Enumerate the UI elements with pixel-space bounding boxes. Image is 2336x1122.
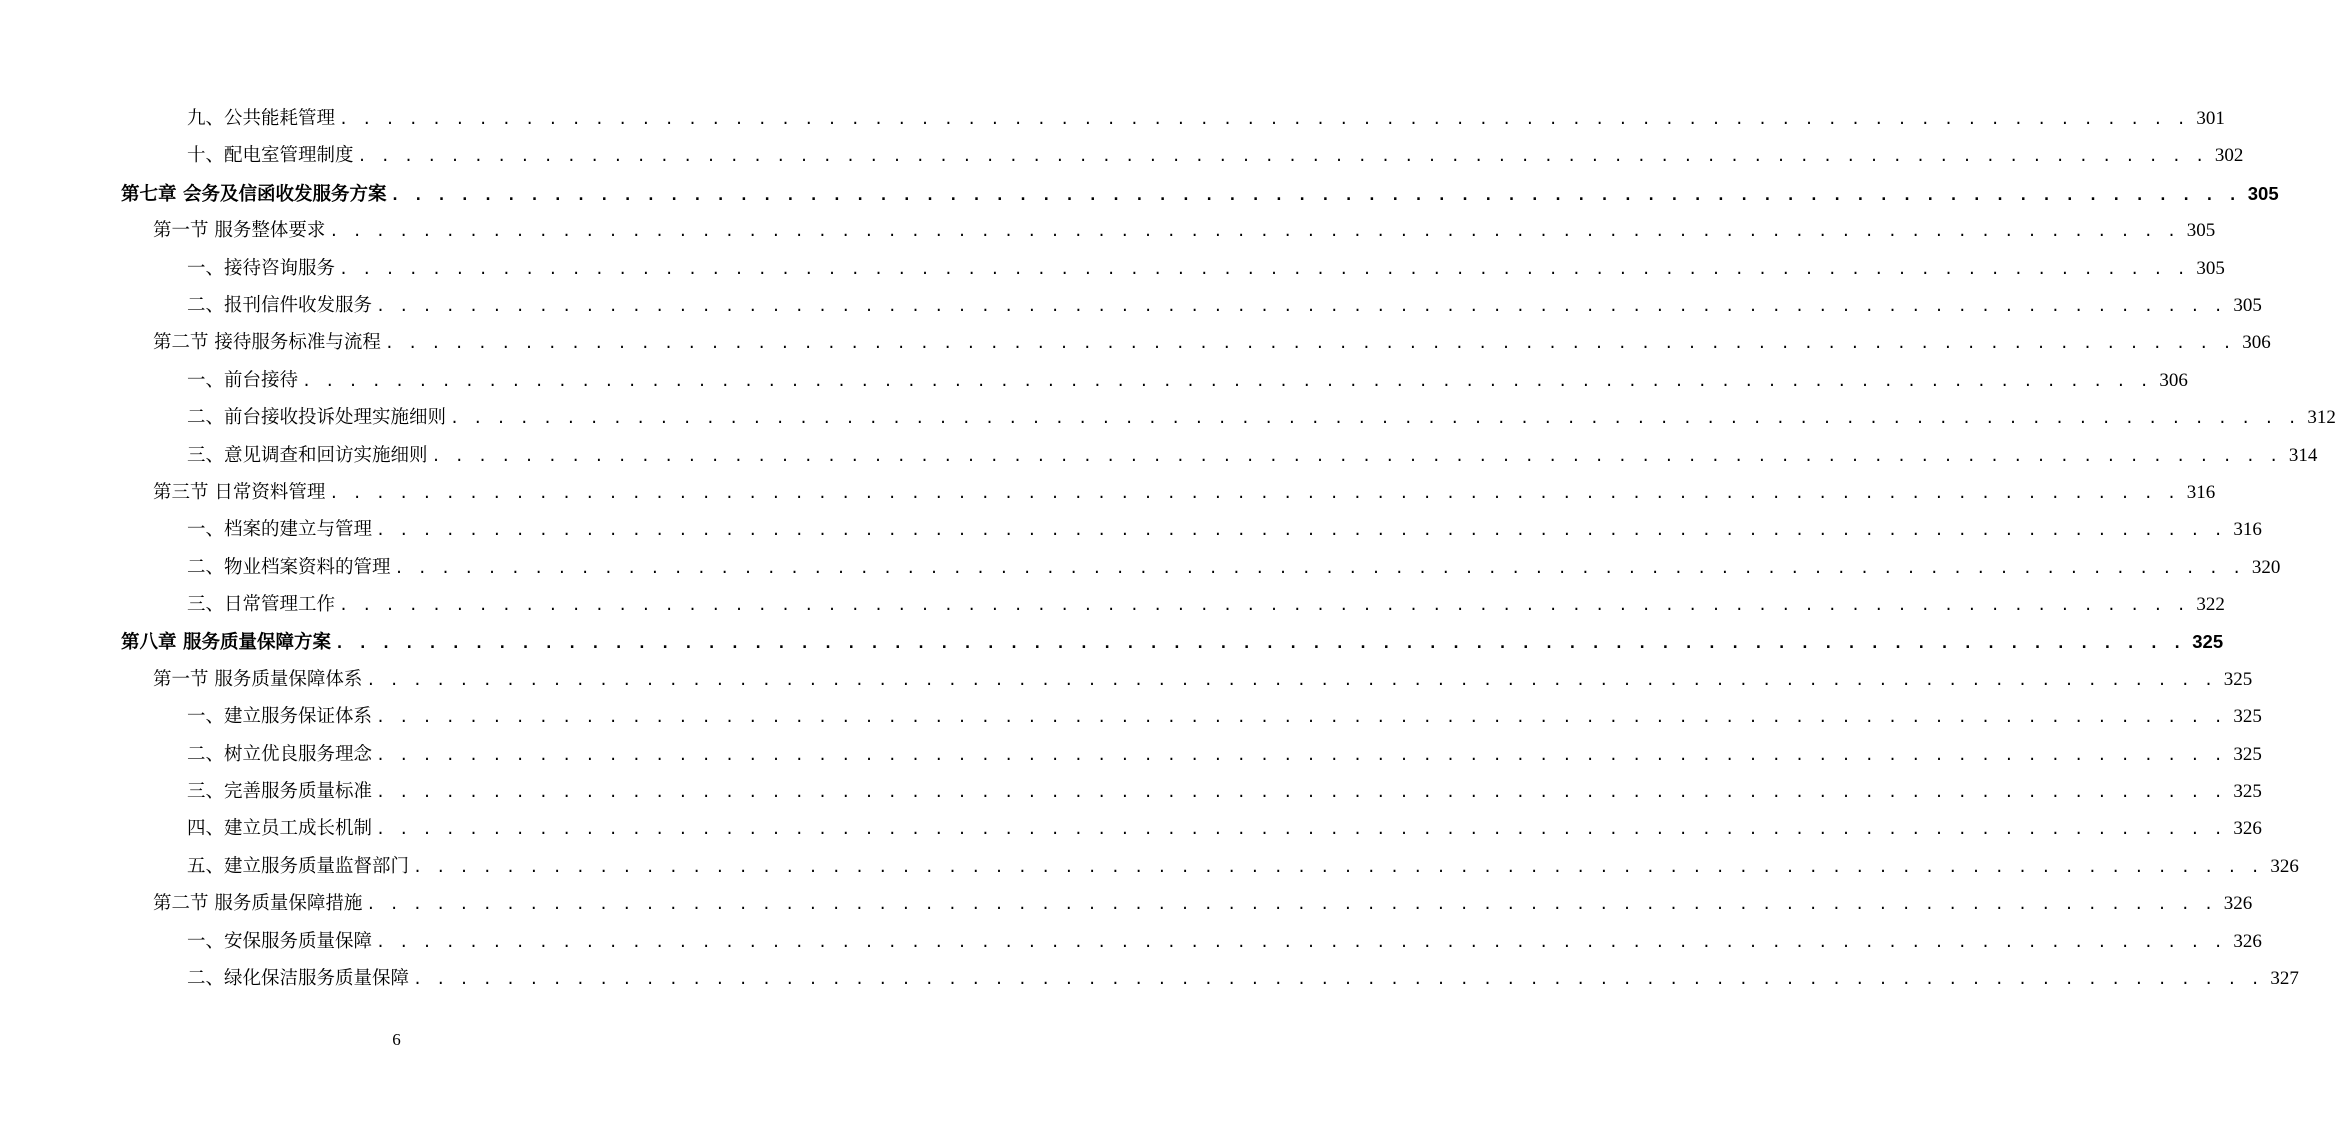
toc-entry-title: 二、报刊信件收发服务 xyxy=(187,294,373,316)
toc-entry-item xyxy=(0,810,2262,847)
toc-entry-section xyxy=(0,661,2253,698)
toc-entry-page: 312 xyxy=(2307,407,2336,429)
toc-dot-leader: . . . . . . . . . . . . . . . . . . . . . . . . . . . . . . . . . . . . . . . . . . . . . . . . . . . . . . . . . . . . . . . . . . . . . . . . . . . . . . . . xyxy=(339,596,2189,615)
toc-entry-line xyxy=(121,175,2279,214)
toc-entry-title: 第八章 服务质量保障方案 xyxy=(121,632,331,654)
toc-entry-page: 314 xyxy=(2288,444,2318,466)
toc-entry-section xyxy=(0,212,2216,249)
toc-entry-line xyxy=(121,623,2224,662)
toc-dot-leader: . . . . . . . . . . . . . . . . . . . . . . . . . . . . . . . . . . . . . . . . . . . . . . . . . . . . . . . . . . . . . . . . . . . . . . . . . . . . . . . . xyxy=(394,558,2244,577)
toc-entry-title: 五、建立服务质量监督部门 xyxy=(187,855,410,877)
toc-dot-leader: . . . . . . . . . . . . . . . . . . . . . . . . . . . . . . . . . . . . . . . . . . . . . . . . . . . . . . . . . . . . . . . . . . . . . . . . . . . . . . . . xyxy=(339,259,2189,278)
toc-dot-leader: . . . . . . . . . . . . . . . . . . . . . . . . . . . . . . . . . . . . . . . . . . . . . . . . . . . . . . . . . . . . . . . . . . . . . . . . . . . . . . . . xyxy=(376,820,2226,839)
toc-entry-item xyxy=(0,137,2244,174)
toc-entry-page: 322 xyxy=(2196,594,2225,616)
toc-entry-line xyxy=(187,698,2262,736)
toc-entry-title: 第二节 接待服务标准与流程 xyxy=(153,332,381,354)
toc-dot-leader: . . . . . . . . . . . . . . . . . . . . . . . . . . . . . . . . . . . . . . . . . . . . . . . . . . . . . . . . . . . . . . . . . . . . . . . . . . . . . . . . xyxy=(384,334,2235,353)
toc-dot-leader: . . . . . . . . . . . . . . . . . . . . . . . . . . . . . . . . . . . . . . . . . . . . . . . . . . . . . . . . . . . . . . . . . . . . . . . . . . . . . . . . xyxy=(390,185,2240,204)
toc-dot-leader: . . . . . . . . . . . . . . . . . . . . . . . . . . . . . . . . . . . . . . . . . . . . . . . . . . . . . . . . . . . . . . . . . . . . . . . . . . . . . . . . xyxy=(450,409,2300,428)
toc-entry-item xyxy=(0,549,2281,586)
toc-entry-item xyxy=(0,362,2188,399)
toc-entry-page: 325 xyxy=(2233,781,2262,803)
toc-entry-item xyxy=(0,698,2262,735)
toc-entry-title: 第三节 日常资料管理 xyxy=(153,481,326,503)
toc-dot-leader: . . . . . . . . . . . . . . . . . . . . . . . . . . . . . . . . . . . . . . . . . . . . . . . . . . . . . . . . . . . . . . . . . . . . . . . . . . . . . . . . xyxy=(376,932,2226,951)
toc-entry-item xyxy=(0,250,2225,287)
toc-entry-line xyxy=(187,586,2225,624)
toc-entry-title: 一、安保服务质量保障 xyxy=(187,930,373,952)
toc-entry-item xyxy=(0,848,2299,885)
toc-entry-item xyxy=(0,960,2299,997)
toc-dot-leader: . . . . . . . . . . . . . . . . . . . . . . . . . . . . . . . . . . . . . . . . . . . . . . . . . . . . . . . . . . . . . . . . . . . . . . . . . . . . . . . . xyxy=(431,446,2281,465)
toc-entry-line xyxy=(187,810,2262,848)
toc-entry-item xyxy=(0,100,2225,137)
toc-entry-title: 三、完善服务质量标准 xyxy=(187,781,373,803)
toc-entry-item xyxy=(0,399,2336,436)
toc-entry-page: 305 xyxy=(2186,220,2216,242)
toc-entry-item xyxy=(0,923,2262,960)
page-number: 6 xyxy=(392,1030,401,1049)
toc-dot-leader: . . . . . . . . . . . . . . . . . . . . . . . . . . . . . . . . . . . . . . . . . . . . . . . . . . . . . . . . . . . . . . . . . . . . . . . . . . . . . . . . xyxy=(376,521,2226,540)
toc-entry-title: 三、日常管理工作 xyxy=(187,594,336,616)
toc-entry-title: 二、绿化保洁服务质量保障 xyxy=(187,967,410,989)
toc-entry-page: 306 xyxy=(2159,369,2188,391)
toc-entry-title: 三、意见调查和回访实施细则 xyxy=(187,444,428,466)
toc-entry-line xyxy=(187,287,2262,325)
toc-entry-item xyxy=(0,287,2262,324)
toc-entry-line xyxy=(153,474,2216,512)
toc-entry-page: 306 xyxy=(2242,332,2271,354)
toc-entry-line xyxy=(187,923,2262,961)
toc-entry-line xyxy=(187,250,2225,288)
toc-entry-title: 二、前台接收投诉处理实施细则 xyxy=(187,407,447,429)
toc-entry-page: 325 xyxy=(2192,631,2224,653)
toc-entry-title: 四、建立员工成长机制 xyxy=(187,818,373,840)
toc-entry-title: 第二节 服务质量保障措施 xyxy=(153,893,363,915)
toc-entry-page: 325 xyxy=(2223,668,2253,690)
toc-entry-line xyxy=(187,511,2262,549)
toc-dot-leader: . . . . . . . . . . . . . . . . . . . . . . . . . . . . . . . . . . . . . . . . . . . . . . . . . . . . . . . . . . . . . . . . . . . . . . . . . . . . . . . . xyxy=(334,634,2185,653)
toc-dot-leader: . . . . . . . . . . . . . . . . . . . . . . . . . . . . . . . . . . . . . . . . . . . . . . . . . . . . . . . . . . . . . . . . . . . . . . . . . . . . . . . . xyxy=(413,969,2263,988)
toc-entry-title: 第一节 服务质量保障体系 xyxy=(153,668,363,690)
toc-entry-title: 一、前台接待 xyxy=(187,369,299,391)
toc-entry-page: 326 xyxy=(2233,930,2262,952)
toc-dot-leader: . . . . . . . . . . . . . . . . . . . . . . . . . . . . . . . . . . . . . . . . . . . . . . . . . . . . . . . . . . . . . . . . . . . . . . . . . . . . . . . . xyxy=(376,296,2226,315)
toc-entry-page: 326 xyxy=(2233,818,2262,840)
toc-dot-leader: . . . . . . . . . . . . . . . . . . . . . . . . . . . . . . . . . . . . . . . . . . . . . . . . . . . . . . . . . . . . . . . . . . . . . . . . . . . . . . . . xyxy=(302,371,2152,390)
toc-dot-leader: . . . . . . . . . . . . . . . . . . . . . . . . . . . . . . . . . . . . . . . . . . . . . . . . . . . . . . . . . . . . . . . . . . . . . . . . . . . . . . . . xyxy=(339,110,2189,128)
toc-entry-page: 320 xyxy=(2251,556,2281,578)
toc-entry-line xyxy=(153,212,2216,250)
toc-entry-item xyxy=(0,736,2262,773)
toc-entry-item xyxy=(0,511,2262,548)
toc-entry-title: 一、档案的建立与管理 xyxy=(187,519,373,541)
toc-entry-line xyxy=(187,736,2262,774)
toc-entry-line xyxy=(187,549,2281,587)
table-of-contents xyxy=(0,100,2336,997)
toc-entry-line xyxy=(187,848,2299,886)
toc-entry-title: 十、配电室管理制度 xyxy=(187,145,354,167)
toc-entry-title: 九、公共能耗管理 xyxy=(187,108,336,129)
toc-entry-page: 325 xyxy=(2233,743,2262,765)
toc-entry-line xyxy=(153,661,2253,699)
toc-dot-leader: . . . . . . . . . . . . . . . . . . . . . . . . . . . . . . . . . . . . . . . . . . . . . . . . . . . . . . . . . . . . . . . . . . . . . . . . . . . . . . . . xyxy=(366,895,2216,914)
toc-entry-page: 326 xyxy=(2223,893,2253,915)
toc-entry-line xyxy=(187,437,2318,475)
toc-entry-page: 325 xyxy=(2233,706,2262,728)
toc-dot-leader: . . . . . . . . . . . . . . . . . . . . . . . . . . . . . . . . . . . . . . . . . . . . . . . . . . . . . . . . . . . . . . . . . . . . . . . . . . . . . . . . xyxy=(376,783,2226,802)
toc-dot-leader: . . . . . . . . . . . . . . . . . . . . . . . . . . . . . . . . . . . . . . . . . . . . . . . . . . . . . . . . . . . . . . . . . . . . . . . . . . . . . . . . xyxy=(366,670,2216,689)
toc-entry-title: 第七章 会务及信函收发服务方案 xyxy=(121,183,387,205)
toc-entry-line xyxy=(187,960,2299,998)
toc-entry-title: 二、物业档案资料的管理 xyxy=(187,556,391,578)
toc-entry-line xyxy=(187,399,2336,437)
toc-entry-page: 305 xyxy=(2247,182,2279,204)
toc-dot-leader: . . . . . . . . . . . . . . . . . . . . . . . . . . . . . . . . . . . . . . . . . . . . . . . . . . . . . . . . . . . . . . . . . . . . . . . . . . . . . . . . xyxy=(329,222,2179,241)
toc-entry-line xyxy=(187,773,2262,811)
toc-entry-chapter xyxy=(0,175,2279,212)
toc-entry-page: 301 xyxy=(2196,108,2225,129)
toc-entry-line xyxy=(187,362,2188,400)
toc-entry-title: 第一节 服务整体要求 xyxy=(153,220,326,242)
toc-entry-page: 316 xyxy=(2186,481,2216,503)
toc-entry-section xyxy=(0,474,2216,511)
toc-entry-page: 302 xyxy=(2214,145,2244,167)
toc-entry-line xyxy=(153,324,2271,362)
toc-entry-chapter xyxy=(0,623,2224,660)
toc-entry-section xyxy=(0,885,2253,922)
toc-entry-page: 305 xyxy=(2233,294,2262,316)
toc-dot-leader: . . . . . . . . . . . . . . . . . . . . . . . . . . . . . . . . . . . . . . . . . . . . . . . . . . . . . . . . . . . . . . . . . . . . . . . . . . . . . . . . xyxy=(376,708,2226,727)
toc-entry-line xyxy=(153,885,2253,923)
toc-entry-page: 305 xyxy=(2196,257,2225,279)
toc-entry-page: 327 xyxy=(2270,967,2299,989)
toc-dot-leader: . . . . . . . . . . . . . . . . . . . . . . . . . . . . . . . . . . . . . . . . . . . . . . . . . . . . . . . . . . . . . . . . . . . . . . . . . . . . . . . . xyxy=(357,147,2207,166)
toc-entry-section xyxy=(0,324,2271,361)
toc-entry-line xyxy=(187,100,2225,138)
toc-entry-page: 326 xyxy=(2270,855,2299,877)
toc-entry-title: 二、树立优良服务理念 xyxy=(187,743,373,765)
toc-entry-title: 一、接待咨询服务 xyxy=(187,257,336,279)
toc-dot-leader: . . . . . . . . . . . . . . . . . . . . . . . . . . . . . . . . . . . . . . . . . . . . . . . . . . . . . . . . . . . . . . . . . . . . . . . . . . . . . . . . xyxy=(329,483,2179,502)
toc-entry-page: 316 xyxy=(2233,519,2262,541)
toc-entry-item xyxy=(0,437,2318,474)
toc-entry-title: 一、建立服务保证体系 xyxy=(187,706,373,728)
toc-dot-leader: . . . . . . . . . . . . . . . . . . . . . . . . . . . . . . . . . . . . . . . . . . . . . . . . . . . . . . . . . . . . . . . . . . . . . . . . . . . . . . . . xyxy=(376,745,2226,764)
toc-dot-leader: . . . . . . . . . . . . . . . . . . . . . . . . . . . . . . . . . . . . . . . . . . . . . . . . . . . . . . . . . . . . . . . . . . . . . . . . . . . . . . . . xyxy=(413,857,2263,876)
toc-entry-line xyxy=(187,137,2244,175)
toc-entry-item xyxy=(0,586,2225,623)
toc-entry-item xyxy=(0,773,2262,810)
